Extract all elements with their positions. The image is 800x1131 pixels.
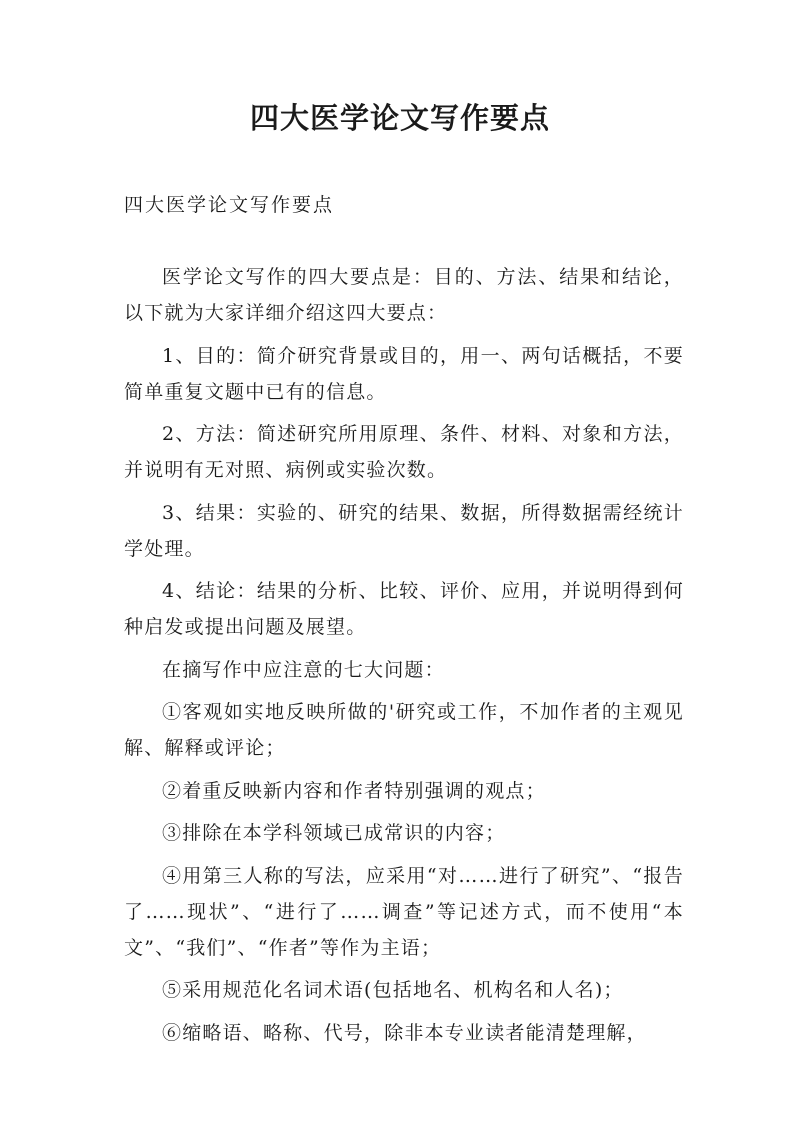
paragraph-result: 3、结果：实验的、研究的结果、数据，所得数据需经统计学处理。 xyxy=(124,501,684,560)
document-subtitle: 四大医学论文写作要点 xyxy=(124,194,335,216)
document-title: 四大医学论文写作要点 xyxy=(249,101,550,135)
paragraph-issue-3: ③排除在本学科领域已成常识的内容； xyxy=(162,822,506,844)
paragraph-issues-heading: 在摘写作中应注意的七大问题： xyxy=(162,658,445,681)
document-body xyxy=(124,259,684,1057)
paragraph-method: 2、方法：简述研究所用原理、条件、材料、对象和方法，并说明有无对照、病例或实验次数。 xyxy=(124,423,684,481)
paragraph-intro: 医学论文写作的四大要点是：目的、方法、结果和结论，以下就为大家详细介绍这四大要点： xyxy=(124,266,684,324)
paragraph-issue-5: ⑤采用规范化名词术语(包括地名、机构名和人名)； xyxy=(162,979,624,1001)
paragraph-issue-6: ⑥缩略语、略称、代号，除非本专业读者能清楚理解， xyxy=(162,1021,647,1044)
paragraph-conclusion: 4、结论：结果的分析、比较、评价、应用，并说明得到何种启发或提出问题及展望。 xyxy=(124,580,684,638)
paragraph-issue-4: ④用第三人称的写法，应采用“对……进行了研究”、“报告了……现状”、“进行了……调查”等记述方式，而不使用“本文”、“我们”、“作者”等作为主语； xyxy=(124,864,684,959)
paragraph-purpose: 1、目的：简介研究背景或目的，用一、两句话概括，不要简单重复文题中已有的信息。 xyxy=(124,344,684,403)
paragraph-issue-2: ②着重反映新内容和作者特别强调的观点； xyxy=(162,779,546,802)
paragraph-issue-1: ①客观如实地反映所做的'研究或工作，不加作者的主观见解、解释或评论； xyxy=(124,701,684,759)
